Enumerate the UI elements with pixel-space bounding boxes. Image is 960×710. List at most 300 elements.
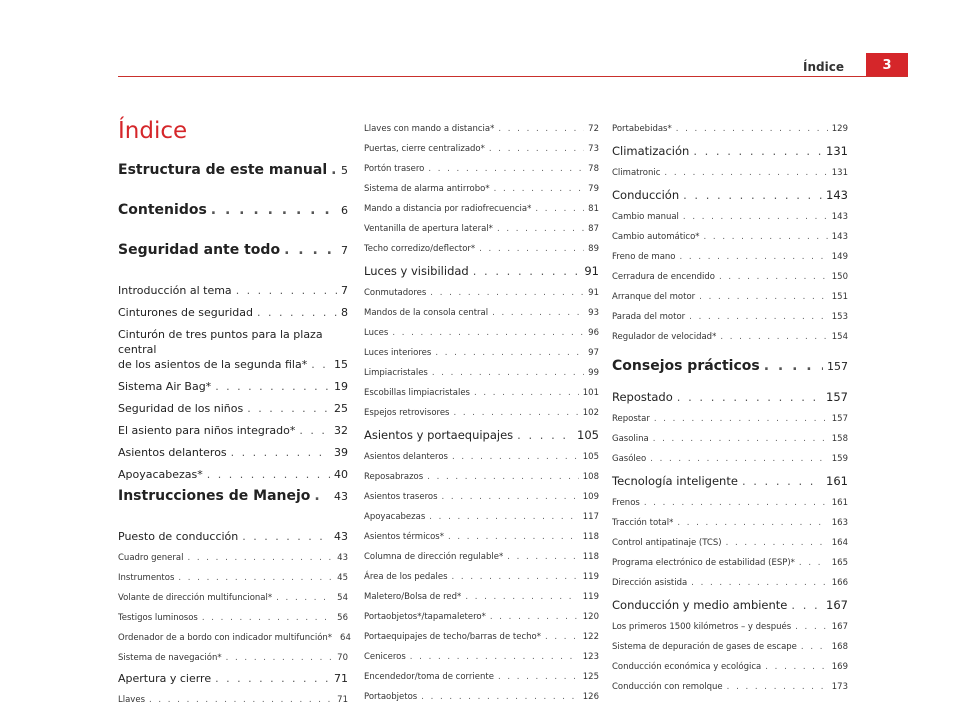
toc-entry-label: Sistema de depuración de gases de escape bbox=[612, 642, 797, 652]
toc-entry-label: Control antipatinaje (TCS) bbox=[612, 538, 722, 548]
toc-dot-leader bbox=[683, 183, 822, 207]
toc-entry[interactable] bbox=[118, 160, 348, 200]
toc-entry-page: 5 bbox=[341, 164, 348, 177]
toc-dot-leader bbox=[497, 219, 584, 239]
toc-entry[interactable] bbox=[612, 227, 848, 247]
toc-entry-label: Apertura y cierre bbox=[118, 672, 212, 685]
toc-dot-leader bbox=[689, 307, 828, 327]
toc-entry[interactable] bbox=[612, 287, 848, 307]
toc-entry-page: 150 bbox=[831, 272, 848, 282]
toc-entry[interactable] bbox=[612, 385, 848, 409]
toc-dot-leader bbox=[442, 487, 579, 507]
toc-entry-page: 105 bbox=[582, 452, 599, 462]
toc-entry-label: Freno de mano bbox=[612, 252, 676, 262]
toc-dot-leader bbox=[494, 179, 585, 199]
toc-entry-page: 19 bbox=[334, 380, 348, 393]
toc-entry-page: 159 bbox=[831, 454, 848, 464]
toc-entry[interactable] bbox=[364, 403, 599, 423]
toc-dot-leader bbox=[699, 287, 828, 307]
toc-entry-page: 143 bbox=[831, 232, 848, 242]
toc-entry-page: 72 bbox=[588, 124, 599, 134]
toc-entry-label: Escobillas limpiacristales bbox=[364, 388, 470, 398]
toc-entry[interactable] bbox=[364, 627, 599, 647]
toc-dot-leader bbox=[428, 159, 584, 179]
toc-entry-page: 8 bbox=[341, 306, 348, 319]
toc-dot-leader bbox=[314, 486, 330, 506]
toc-entry[interactable] bbox=[118, 526, 348, 548]
toc-entry-label: Conducción con remolque bbox=[612, 682, 723, 692]
toc-entry-label: Programa electrónico de estabilidad (ESP)* bbox=[612, 558, 795, 568]
header-divider bbox=[118, 76, 908, 77]
toc-entry-label: Apoyacabezas* bbox=[118, 468, 203, 481]
toc-entry-label: Luces y visibilidad bbox=[364, 264, 469, 278]
toc-entry[interactable] bbox=[612, 183, 848, 207]
toc-entry-page: 81 bbox=[588, 204, 599, 214]
toc-entry-page: 161 bbox=[831, 498, 848, 508]
toc-entry-page: 117 bbox=[582, 512, 599, 522]
toc-entry-label: Seguridad ante todo bbox=[118, 242, 281, 258]
toc-entry[interactable] bbox=[118, 442, 348, 464]
toc-entry-page: 71 bbox=[334, 672, 348, 685]
toc-entry[interactable] bbox=[118, 608, 348, 628]
toc-dot-leader bbox=[257, 302, 337, 324]
toc-entry-page: 70 bbox=[337, 653, 348, 663]
toc-entry[interactable] bbox=[364, 607, 599, 627]
toc-entry-page: 45 bbox=[337, 573, 348, 583]
toc-entry[interactable] bbox=[118, 240, 348, 280]
toc-dot-leader bbox=[215, 668, 330, 690]
toc-dot-leader bbox=[791, 593, 822, 617]
toc-entry[interactable] bbox=[612, 207, 848, 227]
toc-entry-label: Portabebidas* bbox=[612, 124, 672, 134]
toc-column-3 bbox=[612, 119, 848, 697]
toc-entry[interactable] bbox=[118, 668, 348, 690]
toc-entry[interactable] bbox=[612, 429, 848, 449]
toc-entry[interactable] bbox=[364, 547, 599, 567]
toc-entry[interactable] bbox=[612, 327, 848, 347]
toc-entry[interactable] bbox=[612, 553, 848, 573]
toc-entry-label: Portaobjetos*/tapamaletero* bbox=[364, 612, 486, 622]
toc-entry-page: 7 bbox=[341, 284, 348, 297]
toc-entry-page: 154 bbox=[831, 332, 848, 342]
toc-entry-page: 122 bbox=[582, 632, 599, 642]
toc-entry-page: 43 bbox=[337, 553, 348, 563]
toc-entry-label: de los asientos de la segunda fila* bbox=[118, 358, 308, 371]
toc-entry-label: Repostar bbox=[612, 414, 650, 424]
toc-entry[interactable] bbox=[118, 648, 348, 668]
toc-entry-label: Portaobjetos bbox=[364, 692, 418, 702]
toc-entry[interactable] bbox=[612, 267, 848, 287]
toc-dot-leader bbox=[421, 687, 579, 707]
toc-entry-page: 129 bbox=[831, 124, 848, 134]
toc-entry-page: 120 bbox=[582, 612, 599, 622]
toc-entry-label: Mando a distancia por radiofrecuencia* bbox=[364, 204, 532, 214]
toc-entry-page: 158 bbox=[831, 434, 848, 444]
toc-entry-label: Conducción bbox=[612, 188, 680, 202]
header-section-title: Índice bbox=[803, 60, 844, 74]
toc-entry-page: 79 bbox=[588, 184, 599, 194]
toc-entry[interactable] bbox=[364, 647, 599, 667]
toc-entry-label: Luces interiores bbox=[364, 348, 432, 358]
toc-dot-leader bbox=[236, 280, 337, 302]
toc-entry[interactable] bbox=[364, 283, 599, 303]
toc-entry[interactable] bbox=[612, 119, 848, 139]
toc-dot-leader bbox=[498, 667, 579, 687]
toc-dot-leader bbox=[311, 357, 330, 372]
toc-entry-label: Asientos y portaequipajes bbox=[364, 428, 514, 442]
toc-entry-label: Asientos térmicos* bbox=[364, 532, 444, 542]
toc-dot-leader bbox=[479, 239, 584, 259]
toc-entry[interactable] bbox=[364, 527, 599, 547]
toc-dot-leader bbox=[654, 409, 828, 429]
toc-entry-page: 89 bbox=[588, 244, 599, 254]
toc-entry-label: Sistema Air Bag* bbox=[118, 380, 212, 393]
toc-entry[interactable] bbox=[612, 307, 848, 327]
toc-entry-page: 169 bbox=[831, 662, 848, 672]
toc-dot-leader bbox=[465, 587, 578, 607]
toc-dot-leader bbox=[664, 163, 827, 183]
toc-entry[interactable] bbox=[612, 409, 848, 429]
toc-entry[interactable] bbox=[364, 423, 599, 447]
toc-entry[interactable] bbox=[612, 469, 848, 493]
toc-entry-page: 131 bbox=[826, 144, 848, 158]
toc-dot-leader bbox=[452, 567, 579, 587]
toc-entry[interactable] bbox=[612, 513, 848, 533]
toc-entry-label: Climatronic bbox=[612, 168, 661, 178]
toc-dot-leader bbox=[535, 199, 584, 219]
toc-entry-label: Cuadro general bbox=[118, 553, 184, 563]
toc-entry-page: 119 bbox=[582, 572, 599, 582]
toc-entry-label: Asientos delanteros bbox=[364, 452, 448, 462]
toc-entry[interactable] bbox=[118, 200, 348, 240]
toc-entry-page: 108 bbox=[582, 472, 599, 482]
toc-entry-label: Cambio manual bbox=[612, 212, 679, 222]
toc-entry-label: Cerradura de encendido bbox=[612, 272, 715, 282]
toc-entry-label: Sistema de navegación* bbox=[118, 653, 222, 663]
toc-entry[interactable] bbox=[118, 280, 348, 302]
toc-entry[interactable] bbox=[364, 159, 599, 179]
toc-entry-page: 71 bbox=[337, 695, 348, 705]
toc-entry[interactable] bbox=[364, 383, 599, 403]
toc-dot-leader bbox=[435, 343, 584, 363]
toc-entry[interactable] bbox=[118, 628, 351, 648]
toc-dot-leader bbox=[202, 608, 333, 628]
toc-entry[interactable] bbox=[118, 302, 348, 324]
toc-entry-page: 43 bbox=[334, 530, 348, 543]
toc-dot-leader bbox=[492, 303, 584, 323]
toc-dot-leader bbox=[644, 493, 828, 513]
toc-entry[interactable] bbox=[364, 467, 599, 487]
toc-entry-label: Asientos traseros bbox=[364, 492, 438, 502]
toc-entry[interactable] bbox=[118, 464, 348, 486]
toc-dot-leader bbox=[650, 449, 828, 469]
toc-dot-leader bbox=[676, 119, 828, 139]
toc-entry-label: Puertas, cierre centralizado* bbox=[364, 144, 485, 154]
toc-entry-label: Seguridad de los niños bbox=[118, 402, 244, 415]
toc-entry-label: Introducción al tema bbox=[118, 284, 232, 297]
toc-dot-leader bbox=[727, 677, 828, 697]
toc-entry[interactable] bbox=[118, 690, 348, 710]
toc-dot-leader bbox=[489, 139, 584, 159]
toc-entry-page: 91 bbox=[588, 288, 599, 298]
toc-entry-page: 39 bbox=[334, 446, 348, 459]
toc-dot-leader bbox=[719, 267, 828, 287]
toc-entry-label: Sistema de alarma antirrobo* bbox=[364, 184, 490, 194]
toc-dot-leader bbox=[545, 627, 579, 647]
toc-dot-leader bbox=[207, 464, 330, 486]
toc-entry[interactable] bbox=[612, 247, 848, 267]
toc-dot-leader bbox=[242, 526, 330, 548]
toc-entry[interactable] bbox=[612, 593, 848, 617]
toc-entry-page: 25 bbox=[334, 402, 348, 415]
toc-entry-page: 40 bbox=[334, 468, 348, 481]
toc-dot-leader bbox=[498, 119, 584, 139]
toc-entry-label: Cinturones de seguridad bbox=[118, 306, 253, 319]
toc-entry[interactable] bbox=[612, 637, 848, 657]
toc-entry[interactable] bbox=[612, 677, 848, 697]
toc-entry-label: Repostado bbox=[612, 390, 673, 404]
toc-dot-leader bbox=[299, 420, 330, 442]
toc-dot-leader bbox=[653, 429, 828, 449]
toc-entry[interactable] bbox=[364, 667, 599, 687]
toc-entry-page: 157 bbox=[831, 414, 848, 424]
toc-entry-label: Instrucciones de Manejo bbox=[118, 488, 311, 504]
toc-entry[interactable] bbox=[612, 657, 848, 677]
toc-entry-label: Gasolina bbox=[612, 434, 649, 444]
toc-dot-leader bbox=[764, 347, 823, 385]
toc-entry[interactable] bbox=[612, 163, 848, 183]
toc-entry-label: El asiento para niños integrado* bbox=[118, 424, 296, 437]
toc-entry-label: Dirección asistida bbox=[612, 578, 688, 588]
toc-entry-page: 15 bbox=[334, 358, 348, 371]
toc-entry-page: 97 bbox=[588, 348, 599, 358]
toc-entry-label: Volante de dirección multifuncional* bbox=[118, 593, 273, 603]
toc-entry-label: Encendedor/toma de corriente bbox=[364, 672, 494, 682]
toc-entry-label: Puesto de conducción bbox=[118, 530, 239, 543]
toc-entry-label: Asientos delanteros bbox=[118, 446, 227, 459]
toc-entry-label: Ordenador de a bordo con indicador multifunción* bbox=[118, 633, 333, 643]
toc-entry-page: 6 bbox=[341, 204, 348, 217]
toc-dot-leader bbox=[427, 467, 579, 487]
toc-entry-label: Maletero/Bolsa de red* bbox=[364, 592, 462, 602]
toc-entry-page: 126 bbox=[582, 692, 599, 702]
toc-entry-page: 91 bbox=[584, 264, 599, 278]
toc-entry[interactable] bbox=[364, 119, 599, 139]
toc-entry-page: 163 bbox=[831, 518, 848, 528]
toc-entry[interactable] bbox=[364, 447, 599, 467]
toc-entry-page: 87 bbox=[588, 224, 599, 234]
toc-entry-label: Regulador de velocidad* bbox=[612, 332, 717, 342]
toc-dot-leader bbox=[432, 363, 584, 383]
toc-entry[interactable] bbox=[364, 179, 599, 199]
toc-entry[interactable] bbox=[118, 376, 348, 398]
toc-entry[interactable] bbox=[364, 567, 599, 587]
toc-dot-leader bbox=[247, 398, 330, 420]
toc-entry[interactable] bbox=[364, 687, 599, 707]
toc-entry-label: Contenidos bbox=[118, 202, 207, 218]
toc-entry-page: 166 bbox=[831, 578, 848, 588]
toc-entry-page: 109 bbox=[582, 492, 599, 502]
toc-dot-leader bbox=[704, 227, 828, 247]
toc-dot-leader bbox=[517, 423, 573, 447]
toc-entry-label: Los primeros 1500 kilómetros – y después bbox=[612, 622, 792, 632]
toc-entry-label: Luces bbox=[364, 328, 389, 338]
toc-entry-page: 125 bbox=[582, 672, 599, 682]
toc-entry-label: Llaves bbox=[118, 695, 145, 705]
toc-dot-leader bbox=[211, 200, 337, 220]
toc-entry-page: 153 bbox=[831, 312, 848, 322]
toc-dot-leader bbox=[231, 442, 330, 464]
toc-entry-label: Arranque del motor bbox=[612, 292, 696, 302]
toc-entry[interactable] bbox=[364, 303, 599, 323]
toc-entry[interactable] bbox=[612, 449, 848, 469]
toc-entry-page: 32 bbox=[334, 424, 348, 437]
toc-entry-label: Gasóleo bbox=[612, 454, 647, 464]
toc-entry[interactable] bbox=[118, 548, 348, 568]
toc-entry-label: Instrumentos bbox=[118, 573, 175, 583]
toc-dot-leader bbox=[149, 690, 333, 710]
toc-entry-page: 54 bbox=[337, 593, 348, 603]
toc-dot-leader bbox=[726, 533, 828, 553]
toc-entry[interactable] bbox=[364, 219, 599, 239]
toc-dot-leader bbox=[284, 240, 337, 260]
toc-dot-leader bbox=[453, 403, 578, 423]
toc-entry[interactable] bbox=[612, 493, 848, 513]
toc-dot-leader bbox=[720, 327, 827, 347]
toc-entry-label: Consejos prácticos bbox=[612, 358, 760, 374]
toc-entry-label: Climatización bbox=[612, 144, 690, 158]
toc-dot-leader bbox=[677, 385, 822, 409]
toc-entry-label: Ventanilla de apertura lateral* bbox=[364, 224, 493, 234]
toc-dot-leader bbox=[448, 527, 579, 547]
toc-dot-leader bbox=[691, 573, 828, 593]
toc-entry-page: 173 bbox=[831, 682, 848, 692]
toc-entry-label: Apoyacabezas bbox=[364, 512, 426, 522]
toc-entry[interactable] bbox=[118, 588, 348, 608]
toc-entry[interactable] bbox=[118, 568, 348, 588]
toc-entry-label: Tracción total* bbox=[612, 518, 674, 528]
toc-entry-label: Portón trasero bbox=[364, 164, 425, 174]
toc-entry-page: 56 bbox=[337, 613, 348, 623]
toc-entry[interactable] bbox=[118, 327, 348, 372]
toc-entry[interactable] bbox=[612, 347, 848, 385]
toc-dot-leader bbox=[392, 323, 584, 343]
toc-entry[interactable] bbox=[364, 487, 599, 507]
toc-entry[interactable] bbox=[364, 343, 599, 363]
toc-entry-label: Columna de dirección regulable* bbox=[364, 552, 504, 562]
toc-entry-label: Conducción y medio ambiente bbox=[612, 598, 788, 612]
toc-entry-page: 167 bbox=[826, 598, 848, 612]
toc-entry[interactable] bbox=[364, 139, 599, 159]
toc-entry-page: 102 bbox=[582, 408, 599, 418]
toc-entry[interactable] bbox=[364, 239, 599, 259]
toc-dot-leader bbox=[452, 447, 579, 467]
toc-entry-page: 143 bbox=[826, 188, 848, 202]
toc-entry-page: 149 bbox=[831, 252, 848, 262]
toc-entry-page: 118 bbox=[582, 552, 599, 562]
toc-column-1 bbox=[118, 160, 351, 710]
toc-entry-page: 96 bbox=[588, 328, 599, 338]
toc-entry-page: 161 bbox=[826, 474, 848, 488]
page-number-badge: 3 bbox=[866, 53, 908, 77]
toc-entry-page: 93 bbox=[588, 308, 599, 318]
toc-entry[interactable] bbox=[364, 363, 599, 383]
toc-entry-label: Testigos luminosos bbox=[118, 613, 198, 623]
toc-entry-page: 168 bbox=[831, 642, 848, 652]
toc-entry[interactable] bbox=[364, 587, 599, 607]
toc-entry-label: Cambio automático* bbox=[612, 232, 700, 242]
toc-entry[interactable] bbox=[612, 139, 848, 163]
toc-dot-leader bbox=[801, 637, 828, 657]
toc-dot-leader bbox=[677, 513, 827, 533]
toc-dot-leader bbox=[410, 647, 579, 667]
toc-entry-page: 143 bbox=[831, 212, 848, 222]
toc-entry[interactable] bbox=[612, 617, 848, 637]
toc-entry-page: 157 bbox=[827, 360, 848, 373]
toc-dot-leader bbox=[226, 648, 334, 668]
toc-entry-label: Tecnología inteligente bbox=[612, 474, 738, 488]
toc-entry-label: Llaves con mando a distancia* bbox=[364, 124, 495, 134]
toc-entry-page: 123 bbox=[582, 652, 599, 662]
toc-entry-page: 167 bbox=[831, 622, 848, 632]
toc-entry-page: 165 bbox=[831, 558, 848, 568]
toc-entry[interactable] bbox=[118, 420, 348, 442]
toc-entry[interactable] bbox=[364, 199, 599, 219]
toc-entry[interactable] bbox=[364, 507, 599, 527]
toc-entry[interactable] bbox=[612, 573, 848, 593]
toc-entry-page: 105 bbox=[577, 428, 599, 442]
toc-entry-label: Área de los pedales bbox=[364, 572, 448, 582]
toc-dot-leader bbox=[430, 283, 584, 303]
toc-entry-label: Estructura de este manual bbox=[118, 162, 328, 178]
toc-dot-leader bbox=[331, 160, 337, 180]
toc-dot-leader bbox=[473, 259, 581, 283]
toc-entry[interactable] bbox=[364, 323, 599, 343]
toc-entry-label: Frenos bbox=[612, 498, 640, 508]
page-title: Índice bbox=[118, 118, 188, 144]
toc-dot-leader bbox=[187, 548, 333, 568]
toc-entry-label: Ceniceros bbox=[364, 652, 406, 662]
toc-entry-label: Parada del motor bbox=[612, 312, 686, 322]
toc-entry-page: 164 bbox=[831, 538, 848, 548]
toc-entry[interactable] bbox=[118, 398, 348, 420]
toc-entry-page: 7 bbox=[341, 244, 348, 257]
toc-entry-label: Conmutadores bbox=[364, 288, 427, 298]
toc-entry-page: 151 bbox=[831, 292, 848, 302]
toc-entry-page: 73 bbox=[588, 144, 599, 154]
toc-entry-label: Espejos retrovisores bbox=[364, 408, 450, 418]
toc-dot-leader bbox=[765, 657, 828, 677]
toc-entry-page: 101 bbox=[582, 388, 599, 398]
toc-entry[interactable] bbox=[364, 259, 599, 283]
toc-entry-page: 118 bbox=[582, 532, 599, 542]
toc-entry-page: 99 bbox=[588, 368, 599, 378]
toc-entry-page: 157 bbox=[826, 390, 848, 404]
toc-entry-page: 131 bbox=[831, 168, 848, 178]
toc-dot-leader bbox=[507, 547, 579, 567]
toc-entry-label: Techo corredizo/deflector* bbox=[364, 244, 476, 254]
toc-entry[interactable] bbox=[118, 486, 348, 526]
toc-entry-label: Portaequipajes de techo/barras de techo* bbox=[364, 632, 541, 642]
toc-entry[interactable] bbox=[612, 533, 848, 553]
toc-entry-label: Conducción económica y ecológica bbox=[612, 662, 762, 672]
toc-dot-leader bbox=[693, 139, 822, 163]
toc-entry-page: 64 bbox=[340, 633, 351, 643]
toc-entry-page: 43 bbox=[334, 490, 348, 503]
toc-dot-leader bbox=[429, 507, 579, 527]
toc-dot-leader bbox=[490, 607, 579, 627]
toc-dot-leader bbox=[795, 617, 828, 637]
